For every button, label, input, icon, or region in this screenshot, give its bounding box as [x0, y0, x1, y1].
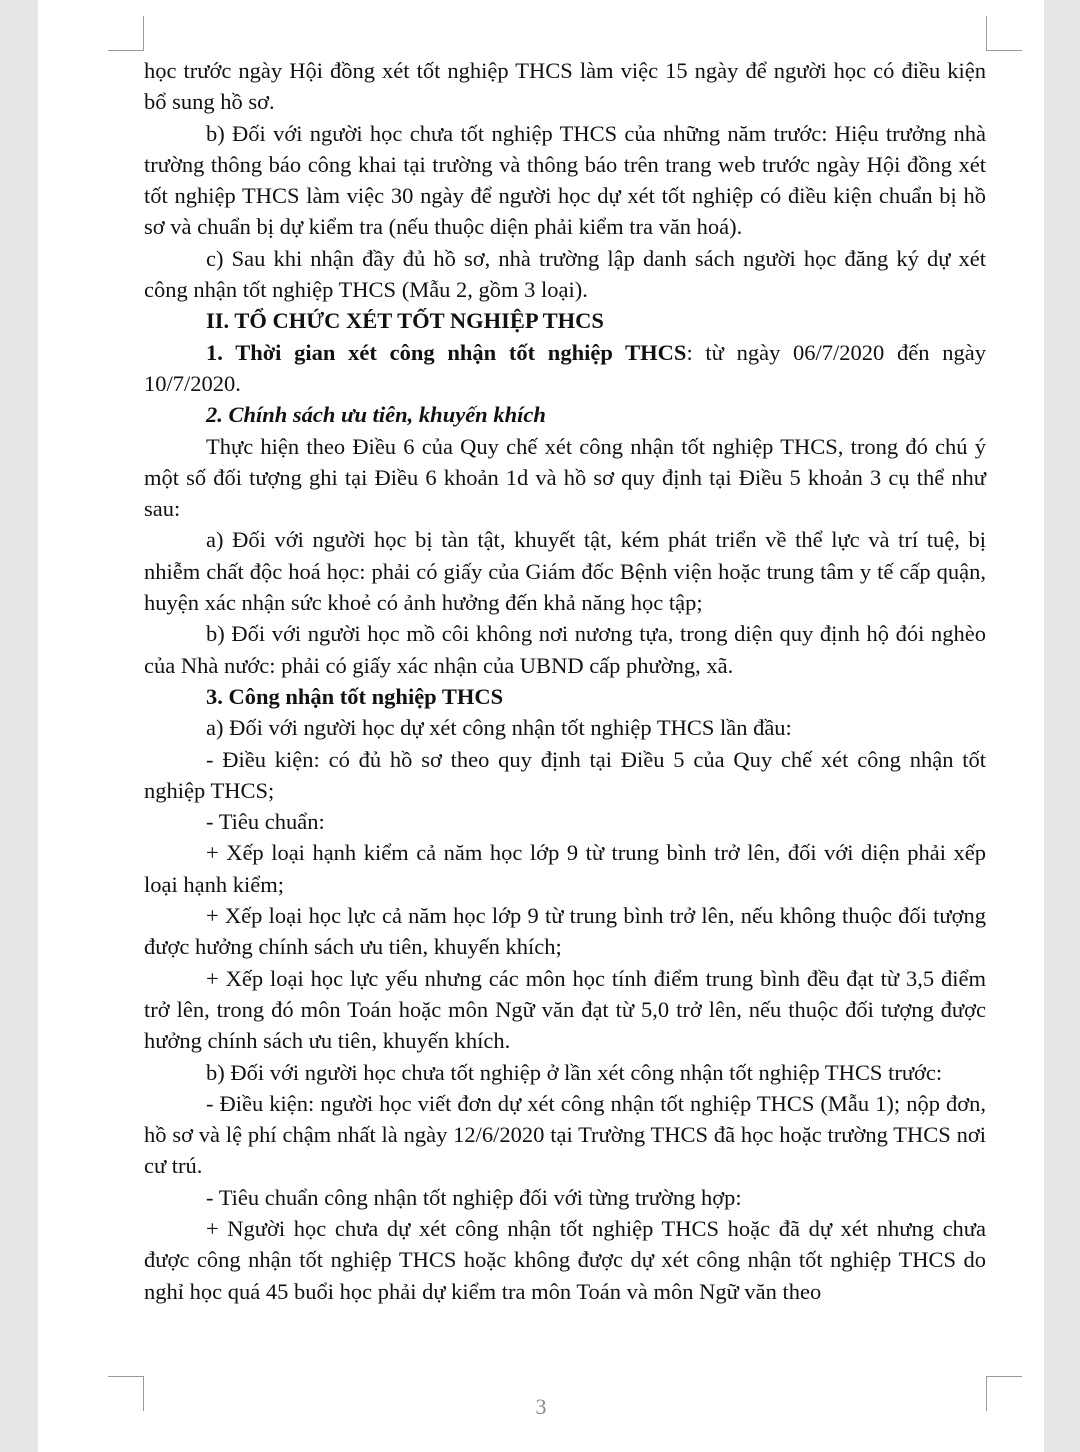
- paragraph: học trước ngày Hội đồng xét tốt nghiệp THCS làm việc 15 ngày để người học có điều kiện bổ sung hồ sơ.: [144, 58, 986, 115]
- paragraph: + Xếp loại học lực cả năm học lớp 9 từ trung bình trở lên, nếu không thuộc đối tượng được hưởng chính sách ưu tiên, khuyến khích;: [144, 903, 986, 960]
- paragraph: Thực hiện theo Điều 6 của Quy chế xét công nhận tốt nghiệp THCS, trong đó chú ý một số đối tượng ghi tại Điều 6 khoản 1d và hồ sơ quy định tại Điều 5 khoản 3 cụ thể như sau:: [144, 433, 986, 522]
- document-body: [144, 55, 986, 1307]
- paragraph: c) Sau khi nhận đầy đủ hồ sơ, nhà trường lập danh sách người học đăng ký dự xét công nhận tốt nghiệp THCS (Mẫu 2, gồm 3 loại).: [144, 245, 986, 303]
- paragraph: - Tiêu chuẩn công nhận tốt nghiệp đối với từng trường hợp:: [206, 1184, 742, 1210]
- paragraph-lead: 1. Thời gian xét công nhận tốt nghiệp THCS: [206, 339, 687, 365]
- paragraph: - Tiêu chuẩn:: [206, 809, 325, 835]
- paragraph: a) Đối với người học bị tàn tật, khuyết tật, kém phát triển về thể lực và trí tuệ, bị nhiễm chất độc hoá học: phải có giấy của Giám đốc Bệnh viện hoặc trung tâm y tế cấp quận, huyện xác nhận sức khoẻ có ảnh hưởng đến khả năng học tập;: [144, 527, 986, 616]
- paragraph-text: : từ ngày 06/7/2020 đến ngày 10/7/2020.: [144, 339, 986, 396]
- page-number: 3: [535, 1394, 547, 1419]
- paragraph: - Điều kiện: có đủ hồ sơ theo quy định tại Điều 5 của Quy chế xét công nhận tốt nghiệp THCS;: [144, 746, 986, 803]
- section-heading: II. TỔ CHỨC XÉT TỐT NGHIỆP THCS: [206, 308, 604, 334]
- crop-mark-top-left-h: [108, 50, 144, 51]
- paragraph: + Xếp loại hạnh kiểm cả năm học lớp 9 từ trung bình trở lên, đối với diện phải xếp loại hạnh kiểm;: [144, 840, 986, 897]
- crop-mark-bottom-right-h: [986, 1376, 1022, 1377]
- crop-mark-top-right-h: [986, 50, 1022, 51]
- paragraph: a) Đối với người học dự xét công nhận tốt nghiệp THCS lần đầu:: [206, 715, 792, 741]
- paragraph: [144, 337, 986, 400]
- subsection-heading: 2. Chính sách ưu tiên, khuyến khích: [206, 402, 546, 428]
- paragraph: - Điều kiện: người học viết đơn dự xét công nhận tốt nghiệp THCS (Mẫu 1); nộp đơn, hồ sơ và lệ phí chậm nhất là ngày 12/6/2020 tại Trường THCS đã học hoặc trường THCS nơi cư trú.: [144, 1090, 986, 1179]
- crop-mark-top-right-v: [986, 16, 987, 51]
- paragraph: b) Đối với người học chưa tốt nghiệp THCS của những năm trước: Hiệu trưởng nhà trường thông báo công khai tại trường và thông báo trên trang web trước ngày Hội đồng xét tốt nghiệp THCS làm việc 30 ngày để người học dự xét tốt nghiệp có điều kiện chuẩn bị hồ sơ và chuẩn bị dự kiểm tra (nếu thuộc diện phải kiểm tra văn hoá).: [144, 120, 986, 240]
- paragraph: b) Đối với người học mồ côi không nơi nương tựa, trong diện quy định hộ đói nghèo của Nhà nước: phải có giấy xác nhận của UBND cấp phường, xã.: [144, 621, 986, 678]
- paragraph: + Người học chưa dự xét công nhận tốt nghiệp THCS hoặc đã dự xét nhưng chưa được công nhận tốt nghiệp THCS hoặc không được dự xét công nhận tốt nghiệp THCS do nghỉ học quá 45 buổi học phải dự kiểm tra môn Toán và môn Ngữ văn theo: [144, 1215, 986, 1304]
- paragraph: b) Đối với người học chưa tốt nghiệp ở lần xét công nhận tốt nghiệp THCS trước:: [206, 1059, 943, 1085]
- crop-mark-bottom-left-h: [108, 1376, 144, 1377]
- crop-mark-top-left-v: [143, 16, 144, 51]
- subsection-heading: 3. Công nhận tốt nghiệp THCS: [206, 683, 504, 709]
- document-page: [38, 0, 1044, 1452]
- paragraph: + Xếp loại học lực yếu nhưng các môn học tính điểm trung bình đều đạt từ 3,5 điểm trở lên, trong đó môn Toán hoặc môn Ngữ văn đạt từ 5,0 trở lên, nếu thuộc đối tượng được hưởng chính sách ưu tiên, khuyến khích.: [144, 965, 986, 1054]
